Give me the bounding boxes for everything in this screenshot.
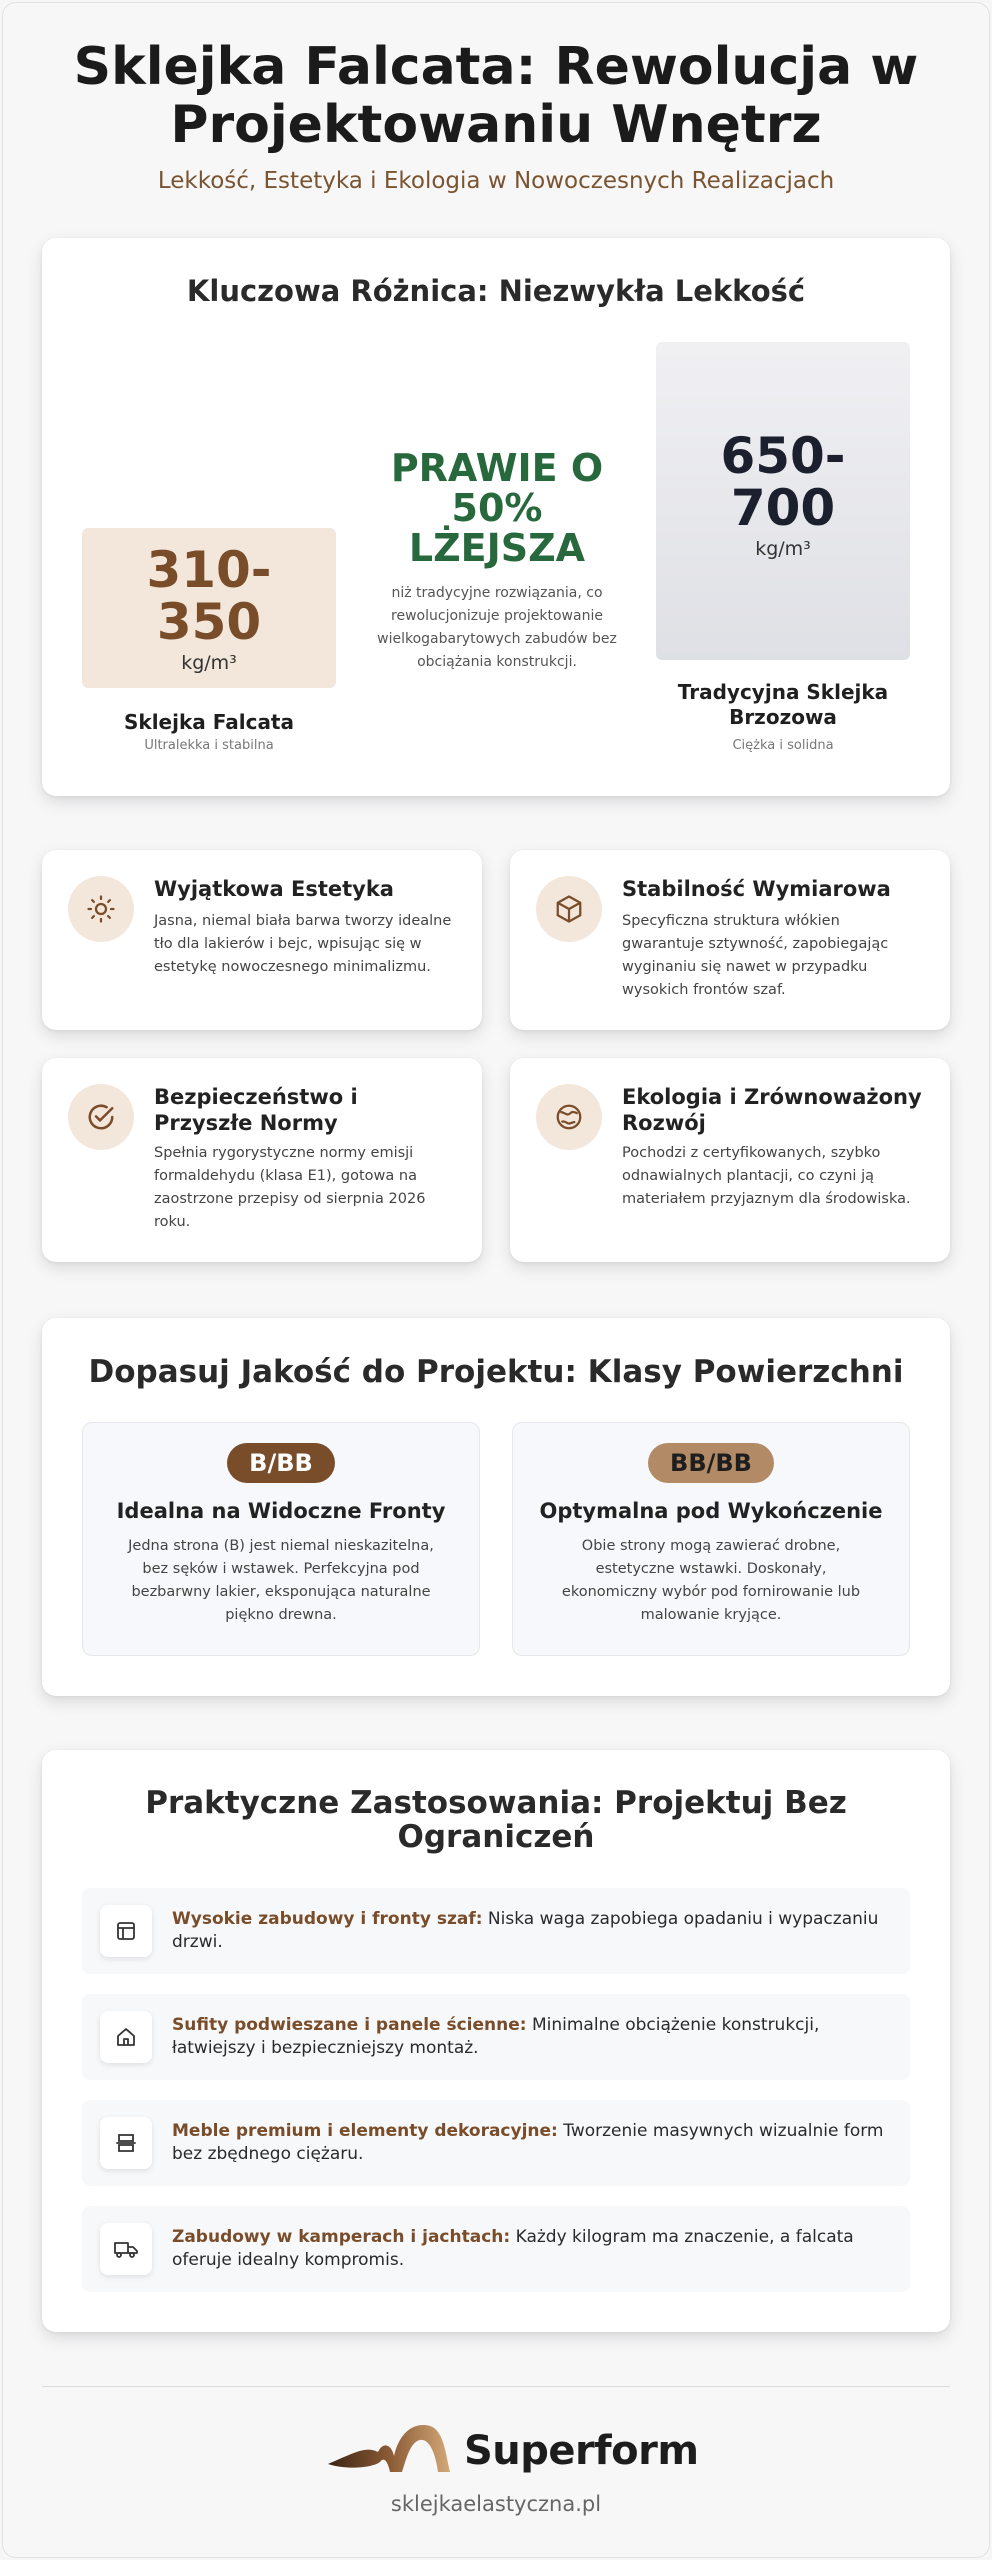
grade-desc: Jedna strona (B) jest niemal nieskazitelna, bez sęków i wstawek. Perfekcyjna pod bezbarwny lakier, eksponująca naturalne piękno drewna. [128, 1538, 434, 1623]
application-text [172, 2014, 894, 2060]
page-title: Sklejka Falcata: Rewolucja w Projektowaniu Wnętrz [73, 37, 919, 155]
truck-icon [100, 2223, 152, 2275]
birch-note: Ciężka i solidna [732, 738, 834, 753]
application-desc: Minimalne obciążenie konstrukcji, łatwiejszy i bezpieczniejszy montaż. [172, 2015, 820, 2058]
grade-badge: BB/BB [648, 1443, 774, 1483]
brand-name: Superform [464, 2428, 699, 2474]
application-text [172, 1908, 894, 1954]
home-icon [100, 2011, 152, 2063]
grade-title: Idealna na Widoczne Fronty [116, 1499, 446, 1523]
header [0, 38, 992, 194]
application-label: Zabudowy w kamperach i jachtach: [172, 2227, 511, 2247]
panel-icon [100, 2117, 152, 2169]
falcata-density-box [82, 528, 336, 688]
feature-title: Wyjątkowa Estetyka [154, 877, 394, 901]
grade-title: Optymalna pod Wykończenie [539, 1499, 883, 1523]
feature-desc: Pochodzi z certyfikowanych, szybko odnawialnych plantacji, co czyni ją materiałem przyjaznym dla środowiska. [622, 1145, 911, 1207]
grade-desc: Obie strony mogą zawierać drobne, estetyczne wstawki. Doskonały, ekonomiczny wybór pod fornirowanie lub malowanie kryjące. [561, 1538, 861, 1623]
application-label: Wysokie zabudowy i fronty szaf: [172, 1909, 483, 1929]
birch-density-value: 650-700 [720, 427, 846, 537]
grades-title: Dopasuj Jakość do Projektu: Klasy Powierzchni [88, 1354, 904, 1390]
applications-title: Praktyczne Zastosowania: Projektuj Bez Ograniczeń [145, 1785, 847, 1855]
grade-box-b-bb [82, 1422, 480, 1656]
globe-icon [536, 1084, 602, 1150]
feature-title: Ekologia i Zrównoważony Rozwój [622, 1085, 922, 1135]
weight-comparison-card [42, 238, 950, 796]
birch-density-unit: kg/m³ [755, 538, 811, 560]
application-label: Meble premium i elementy dekoracyjne: [172, 2121, 558, 2141]
application-desc: Każdy kilogram ma znaczenie, a falcata oferuje idealny kompromis. [172, 2227, 854, 2270]
falcata-density-unit: kg/m³ [181, 652, 237, 674]
application-text [172, 2226, 894, 2272]
application-item [82, 1994, 910, 2080]
application-item [82, 2206, 910, 2292]
grade-badge: B/BB [227, 1443, 335, 1483]
application-item [82, 1888, 910, 1974]
feature-desc: Jasna, niemal biała barwa tworzy idealne tło dla lakierów i bejc, wpisując się w estetykę nowoczesnego minimalizmu. [154, 913, 452, 975]
feature-card-aesthetics [42, 850, 482, 1030]
feature-card-ecology [510, 1058, 950, 1262]
application-item [82, 2100, 910, 2186]
application-label: Sufity podwieszane i panele ścienne: [172, 2015, 527, 2035]
application-desc: Niska waga zapobiega opadaniu i wypaczaniu drzwi. [172, 1909, 879, 1952]
page-subtitle: Lekkość, Estetyka i Ekologia w Nowoczesnych Realizacjach [157, 168, 835, 194]
feature-card-safety [42, 1058, 482, 1262]
surface-grades-card [42, 1318, 950, 1696]
falcata-density-value: 310-350 [146, 541, 272, 651]
feature-desc: Spełnia rygorystyczne normy emisji formaldehydu (klasa E1), gotowa na zaostrzone przepisy od sierpnia 2026 roku. [154, 1145, 426, 1230]
falcata-name: Sklejka Falcata [124, 710, 294, 734]
weight-highlight-desc: niż tradycyjne rozwiązania, co rewolucjonizuje projektowanie wielkogabarytowych zabudów bez obciążania konstrukcji. [377, 585, 617, 670]
comparison-title: Kluczowa Różnica: Niezwykła Lekkość [186, 274, 806, 308]
check-circle-icon [68, 1084, 134, 1150]
application-text [172, 2120, 894, 2166]
birch-name: Tradycyjna Sklejka Brzozowa [677, 680, 889, 729]
weight-highlight: PRAWIE O 50% LŻEJSZA [390, 446, 604, 570]
sun-icon [68, 876, 134, 942]
feature-desc: Specyficzna struktura włókien gwarantuje sztywność, zapobiegając wyginaniu się nawet w przypadku wysokich frontów szaf. [622, 913, 889, 998]
applications-card [42, 1750, 950, 2332]
cube-icon [536, 876, 602, 942]
feature-title: Bezpieczeństwo i Przyszłe Normy [154, 1085, 358, 1135]
grade-box-bb-bb [512, 1422, 910, 1656]
feature-title: Stabilność Wymiarowa [622, 877, 891, 901]
website-link[interactable]: sklejkaelastyczna.pl [390, 2492, 602, 2516]
layout-icon [100, 1905, 152, 1957]
application-desc: Tworzenie masywnych wizualnie form bez zbędnego ciężaru. [172, 2121, 884, 2164]
feature-card-stability [510, 850, 950, 1030]
falcata-note: Ultralekka i stabilna [144, 738, 274, 753]
footer-divider [42, 2386, 950, 2387]
birch-density-box [656, 342, 910, 660]
